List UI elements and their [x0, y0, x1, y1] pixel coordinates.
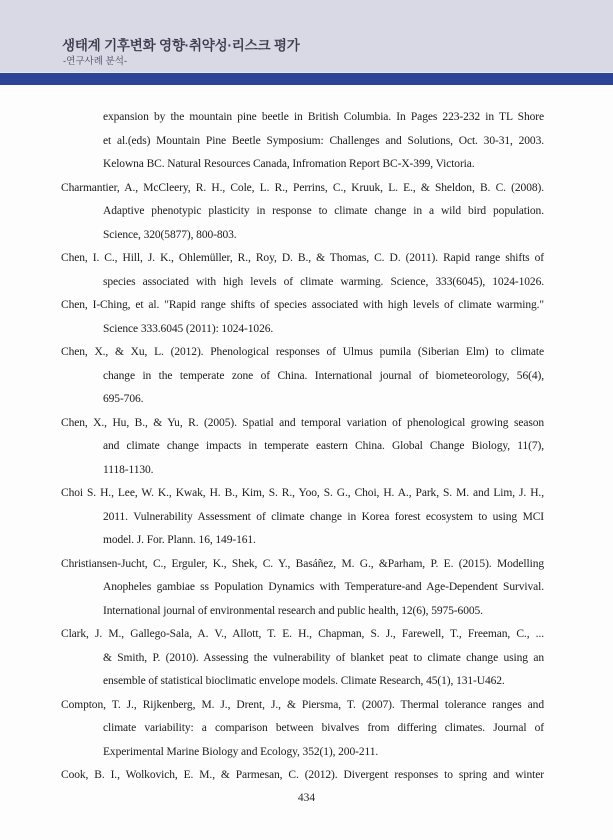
reference-line: Kelowna BC. Natural Resources Canada, Infromation Report BC-X-399, Victoria. — [103, 158, 475, 170]
reference-line: International journal of environmental research and public health, 12(6), 5975-6005. — [103, 604, 483, 617]
reference-line: model. J. For. Plann. 16, 149-161. — [103, 534, 256, 546]
reference-line: Choi S. H., Lee, W. K., Kwak, H. B., Kim, S. R., Yoo, S. G., Choi, H. A., Park, S. M. and Lim, J. H., — [61, 487, 544, 499]
header-accent-bar — [0, 72, 613, 85]
reference-line: 695-706. — [103, 393, 144, 405]
page-number: 434 — [297, 792, 316, 804]
reference-line: Clark, J. M., Gallego-Sala, A. V., Allott, T. E. H., Chapman, S. J., Farewell, T., Freeman, C., ... — [61, 628, 544, 640]
reference-line: Cook, B. I., Wolkovich, E. M., & Parmesan, C. (2012). Divergent responses to spring and winter — [61, 769, 544, 781]
reference-line: expansion by the mountain pine beetle in British Columbia. In Pages 223-232 in TL Shore — [103, 111, 544, 123]
reference-line: 1118-1130. — [103, 463, 154, 476]
page-header — [0, 0, 613, 72]
reference-entry — [61, 482, 544, 553]
reference-entry — [61, 106, 544, 177]
reference-line: species associated with high levels of climate warming. Science, 333(6045), 1024-1026. — [103, 275, 544, 288]
reference-line: Adaptive phenotypic plasticity in response to climate change in a wild bird population. — [103, 205, 544, 217]
reference-entry — [61, 553, 544, 624]
reference-line: & Smith, P. (2010). Assessing the vulnerability of blanket peat to climate change using an — [103, 651, 544, 664]
reference-entry — [61, 412, 544, 483]
reference-line: Chen, X., Hu, B., & Yu, R. (2005). Spatial and temporal variation of phenological growing season — [61, 416, 544, 429]
reference-entry — [61, 623, 544, 694]
reference-line: Chen, X., & Xu, L. (2012). Phenological responses of Ulmus pumila (Siberian Elm) to climate — [61, 346, 544, 358]
reference-line: Christiansen-Jucht, C., Erguler, K., Shek, C. Y., Basáñez, M. G., &Parham, P. E. (2015). Modelling — [61, 557, 544, 570]
reference-entry — [61, 177, 544, 248]
reference-entry — [61, 294, 544, 341]
reference-line: Compton, T. J., Rijkenberg, M. J., Drent, J., & Piersma, T. (2007). Thermal tolerance ranges and — [61, 698, 544, 711]
reference-entry — [61, 247, 544, 294]
reference-line: Anopheles gambiae ss Population Dynamics with Temperature-and Age-Dependent Survival. — [103, 581, 544, 593]
reference-entry — [61, 694, 544, 765]
reference-line: 2011. Vulnerability Assessment of climate change in Korea forest ecosystem to using MCI — [103, 510, 544, 523]
reference-line: and climate change impacts in temperate eastern China. Global Change Biology, 11(7), — [103, 440, 544, 452]
reference-line: Chen, I-Ching, et al. "Rapid range shifts of species associated with high levels of climate warming." — [61, 299, 544, 311]
reference-line: climate variability: a comparison between bivalves from differing climates. Journal of — [103, 722, 544, 734]
reference-entry — [61, 764, 544, 788]
reference-line: change in the temperate zone of China. International journal of biometeorology, 56(4), — [103, 369, 544, 382]
page-subtitle: -연구사례 분석- — [63, 56, 128, 67]
page-title: 생태계 기후변화 영향·취약성·리스크 평가 — [62, 38, 300, 53]
reference-entry — [61, 341, 544, 412]
references-list — [61, 106, 544, 788]
reference-line: Science 333.6045 (2011): 1024-1026. — [103, 322, 274, 335]
reference-line: Charmantier, A., McCleery, R. H., Cole, L. R., Perrins, C., Kruuk, L. E., & Sheldon, B. C. (2008). — [61, 181, 544, 194]
reference-line: Chen, I. C., Hill, J. K., Ohlemüller, R., Roy, D. B., & Thomas, C. D. (2011). Rapid range shifts of — [61, 252, 544, 264]
reference-line: et al.(eds) Mountain Pine Beetle Symposium: Challenges and Solutions, Oct. 30-31, 2003. — [103, 134, 544, 147]
reference-line: Science, 320(5877), 800-803. — [103, 228, 237, 241]
reference-line: ensemble of statistical bioclimatic envelope models. Climate Research, 45(1), 131-U462. — [103, 675, 505, 687]
reference-line: Experimental Marine Biology and Ecology, 352(1), 200-211. — [103, 745, 379, 758]
